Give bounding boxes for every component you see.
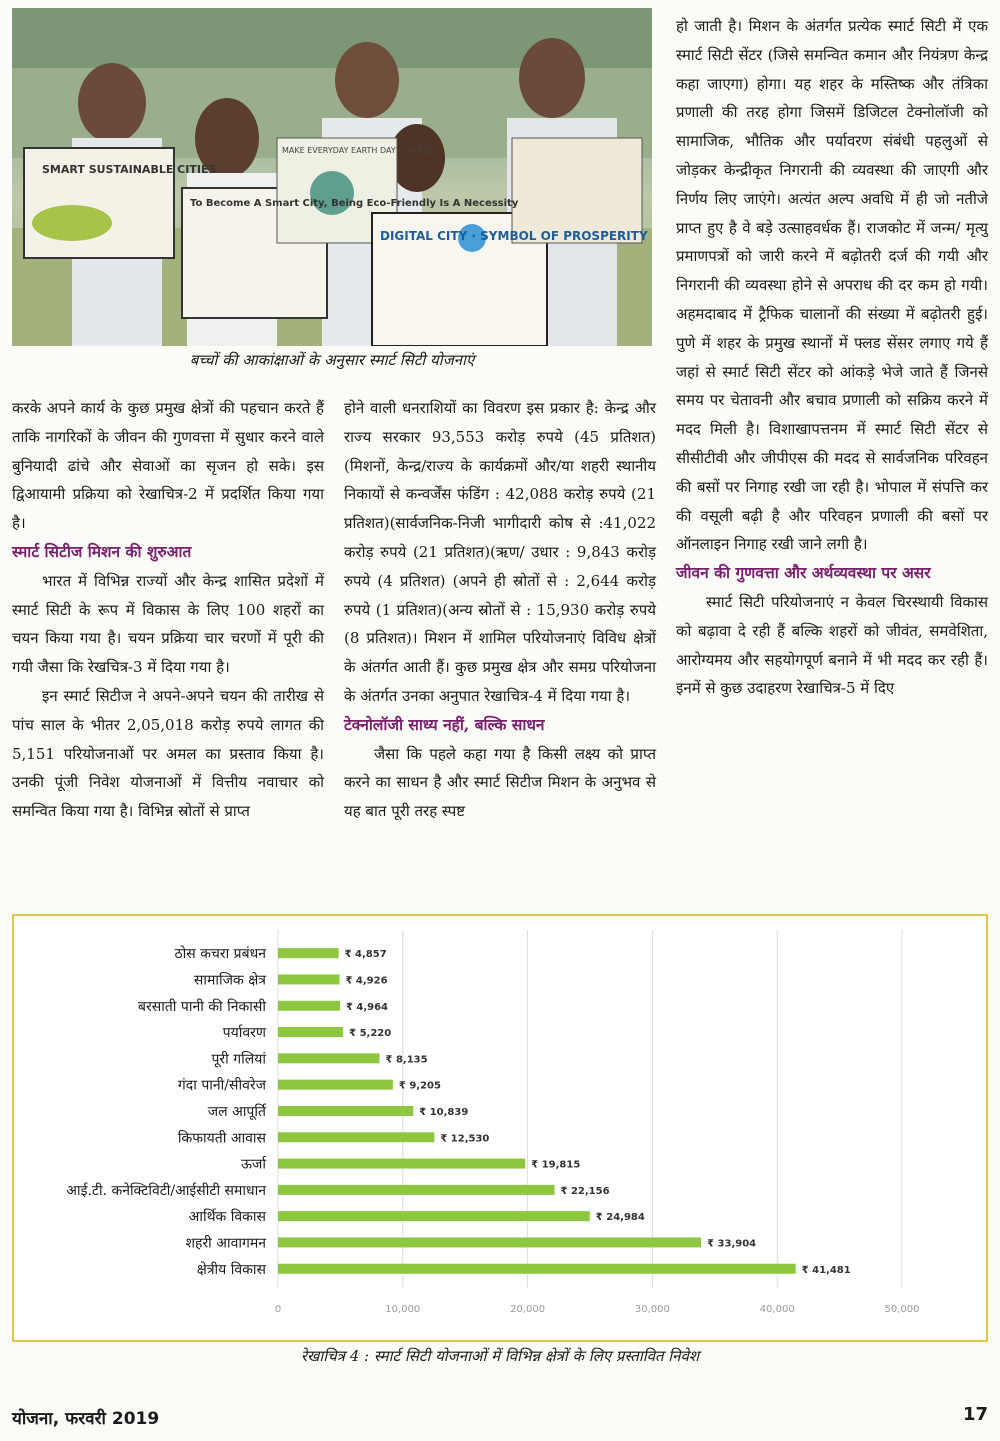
col3-paragraph-2: स्मार्ट सिटी परियोजनाएं न केवल चिरस्थायी विकास को बढ़ावा दे रही हैं बल्कि शहरों को जीवंत, समवेशिता, आरोग्यमय और सहयोगपूर्ण बनाने में भी मदद कर रही हैं। इनमें से कुछ उदाहरण रेखाचित्र-5 में दिए [676, 592, 988, 698]
chart-value-label: ₹ 5,220 [349, 1028, 392, 1040]
heading-technology-means: टेक्नोलॉजी साध्य नहीं, बल्कि साधन [344, 714, 545, 734]
poster-2-text: To Become A Smart City, Being Eco-Friendly Is A Necessity [190, 198, 519, 209]
investment-bar-chart [14, 916, 986, 1340]
chart-category-label: बरसाती पानी की निकासी [138, 998, 266, 1015]
chart-value-label: ₹ 8,135 [385, 1054, 428, 1066]
chart-category-label: गंदा पानी/सीवरेज [177, 1077, 266, 1094]
chart-tick-label: 40,000 [759, 1303, 795, 1315]
heading-quality-of-life: जीवन की गुणवत्ता और अर्थव्यवस्था पर असर [676, 563, 931, 583]
chart-bar [278, 1132, 434, 1142]
chart-value-label: ₹ 33,904 [707, 1238, 757, 1250]
chart-bar [278, 1106, 413, 1116]
chart-bar [278, 974, 339, 984]
investment-chart [12, 914, 988, 1342]
chart-value-label: ₹ 22,156 [560, 1185, 610, 1197]
chart-category-label: किफायती आवास [177, 1130, 266, 1147]
text-column-3 [676, 12, 988, 703]
chart-bar [278, 1159, 525, 1169]
chart-value-label: ₹ 19,815 [531, 1159, 581, 1171]
chart-value-label: ₹ 4,926 [345, 975, 388, 987]
chart-category-label: आई.टी. कनेक्टिविटी/आईसीटी समाधान [66, 1182, 266, 1199]
photo-illustration [12, 8, 652, 346]
chart-bar [278, 1185, 555, 1195]
chart-value-label: ₹ 10,839 [419, 1106, 469, 1118]
chart-value-label: ₹ 24,984 [595, 1212, 645, 1224]
col2-paragraph-1: होने वाली धनराशियों का विवरण इस प्रकार है: केन्द्र और राज्य सरकार 93,553 करोड़ रुपये (45 प्रतिशत)(मिशनों, केन्द्र/राज्य के कार्यक्रमों और/या शहरी स्थानीय निकायों से कन्वर्जेंस फंडिंग : 42,088 करोड़ रुपये (21 प्रतिशत)(सार्वजनिक-निजी भागीदारी कोष से :41,022 करोड़ रुपये (21 प्रतिशत)(ऋण/ उधार : 9,843 करोड़ रुपये (4 प्रतिशत) (अपने ही स्रोतों से : 2,644 करोड़ रुपये (1 प्रतिशत)(अन्य स्रोतों से : 15,930 करोड़ रुपये (8 प्रतिशत)। मिशन में शामिल परियोजनाएं विविध क्षेत्रों के अंतर्गत आती हैं। कुछ प्रमुख क्षेत्र और समग्र परियोजना के अंतर्गत उनका अनुपात रेखाचित्र-4 में दिया गया है। [344, 399, 656, 705]
chart-bar [278, 1053, 380, 1063]
col1-paragraph-3: इन स्मार्ट सिटीज ने अपने-अपने चयन की तारीख से पांच साल के भीतर 2,05,018 करोड़ रुपये लागत की 5,151 परियोजनाओं पर अमल का प्रस्ताव किया है। उनकी पूंजी निवेश योजनाओं में वित्तीय नवाचार को समन्वित किया गया है। विभिन्न स्रोतों से प्राप्त [12, 686, 324, 821]
page-number: 17 [962, 1404, 988, 1425]
chart-category-label: पर्यावरण [222, 1025, 266, 1042]
photo-caption: बच्चों की आकांक्षाओं के अनुसार स्मार्ट सिटी योजनाएं [189, 351, 475, 369]
chart-value-label: ₹ 12,530 [440, 1133, 490, 1145]
poster-1-text: SMART SUSTAINABLE CITIES [42, 163, 217, 176]
chart-bar [278, 948, 339, 958]
chart-category-label: क्षेत्रीय विकास [196, 1261, 266, 1278]
chart-bar [278, 1027, 343, 1037]
chart-category-label: ठोस कचरा प्रबंधन [174, 946, 266, 963]
chart-category-label: ऊर्जा [240, 1156, 266, 1173]
photo-students-posters [12, 8, 652, 346]
chart-value-label: ₹ 41,481 [801, 1264, 851, 1276]
chart-bar [278, 1001, 340, 1011]
chart-tick-label: 0 [274, 1303, 282, 1315]
col1-paragraph-1: करके अपने कार्य के कुछ प्रमुख क्षेत्रों की पहचान करते हैं ताकि नागरिकों के जीवन की गुणवत्ता में सुधार करने वाले बुनियादी ढांचे और सेवाओं का सृजन हो सके। इस द्विआयामी प्रक्रिया को रेखाचित्र-2 में प्रदर्शित किया गया है। [12, 399, 324, 533]
chart-caption: रेखाचित्र 4 : स्मार्ट सिटी योजनाओं में विभिन्न क्षेत्रों के लिए प्रस्तावित निवेश [300, 1347, 700, 1365]
heading-mission-start: स्मार्ट सिटीज मिशन की शुरुआत [12, 541, 192, 561]
chart-tick-label: 20,000 [510, 1303, 546, 1315]
chart-value-label: ₹ 4,964 [345, 1001, 389, 1013]
text-column-1 [12, 394, 324, 826]
chart-bar [278, 1080, 393, 1090]
chart-category-label: आर्थिक विकास [188, 1209, 266, 1226]
chart-bar [278, 1264, 796, 1274]
chart-category-label: जल आपूर्ति [207, 1103, 266, 1120]
chart-tick-label: 50,000 [884, 1303, 920, 1315]
poster-4-text: DIGITAL CITY · SYMBOL OF PROSPERITY [380, 229, 648, 243]
text-column-2 [344, 394, 656, 826]
chart-category-label: सामाजिक क्षेत्र [193, 972, 266, 989]
poster-3-text: MAKE EVERYDAY EARTH DAY · GO ECO [282, 146, 436, 155]
footer-magazine-issue: योजना, फरवरी 2019 [12, 1409, 160, 1429]
chart-tick-label: 10,000 [385, 1303, 421, 1315]
chart-value-label: ₹ 4,857 [344, 949, 387, 961]
chart-tick-label: 30,000 [634, 1303, 670, 1315]
col3-paragraph-1: हो जाती है। मिशन के अंतर्गत प्रत्येक स्मार्ट सिटी में एक स्मार्ट सिटी सेंटर (जिसे समन्वित कमान और नियंत्रण केन्द्र कहा जाएगा) होगा। यह शहर के मस्तिष्क और तंत्रिका प्रणाली की तरह होगा जिसमें डिजिटल टेक्नोलॉजी को सामाजिक, भौतिक और पर्यावरण संबंधी पहलुओं से जोड़कर केन्द्रीकृत निगरानी की व्यवस्था की जाएगी और निर्णय लिए जाएंगे। अत्यंत अल्प अवधि में ही जो नतीजे प्राप्त हुए है वे बड़े उत्साहवर्धक हैं। राजकोट में जन्म/ मृत्यु प्रमाणपत्रों को जारी करने में बढ़ोतरी दर्ज की गयी और निगरानी की व्यवस्था होने से अपराध की दर कम हो गयी। अहमदाबाद में ट्रैफिक चालानों की संख्या में बढ़ोतरी हुई। पुणे में शहर के प्रमुख स्थानों में फ्लड सेंसर लगाए गये हैं जहां से स्मार्ट सिटी सेंटर को आंकड़े भेजे जाते हैं जिनसे समय पर चेतावनी और बचाव प्रणाली को सक्रिय करने में मदद मिली है। विशाखापत्तनम में स्मार्ट सिटी सेंटर से सीसीटीवी और जीपीएस की मदद से सार्वजनिक परिवहन की बसों पर निगाह रखी जा रही है। भोपाल में संपत्ति कर की वसूली बढ़ी है और परिवहन प्रणाली की बसों पर ऑनलाइन निगाह रखी जाने लगी है। [676, 17, 988, 554]
col1-paragraph-2: भारत में विभिन्न राज्यों और केन्द्र शासित प्रदेशों में स्मार्ट सिटी के रूप में विकास के लिए 100 शहरों का चयन किया गया है। चयन प्रक्रिया चार चरणों में पूरी की गयी जैसा कि रेखचित्र-3 में दिया गया है। [12, 571, 324, 677]
chart-bar [278, 1211, 590, 1221]
col2-paragraph-2: जैसा कि पहले कहा गया है किसी लक्ष्य को प्राप्त करने का साधन है और स्मार्ट सिटीज मिशन के अनुभव से यह बात पूरी तरह स्पष्ट [344, 744, 656, 821]
chart-bar [278, 1237, 701, 1247]
chart-value-label: ₹ 9,205 [398, 1080, 441, 1092]
chart-category-label: पूरी गलियां [211, 1051, 266, 1068]
chart-category-label: शहरी आवागमन [185, 1235, 266, 1252]
